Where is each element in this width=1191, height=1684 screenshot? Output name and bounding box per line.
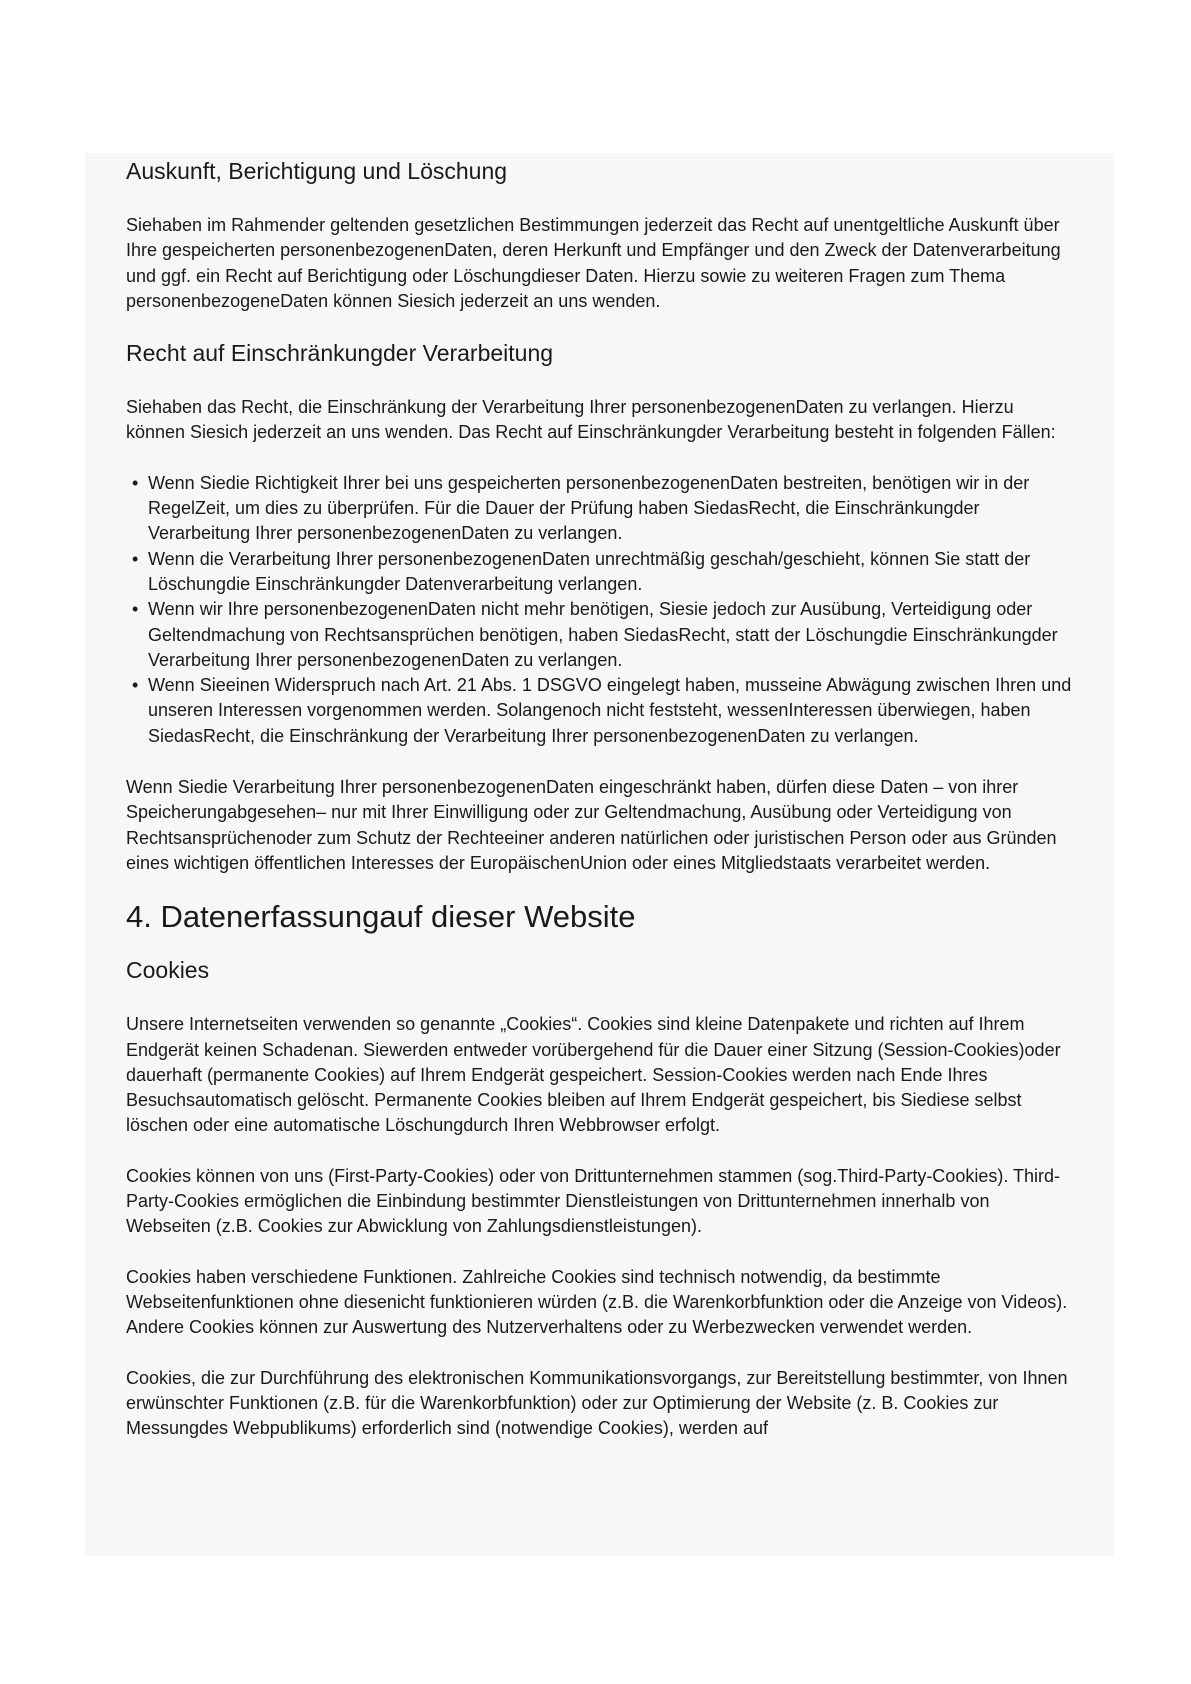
paragraph-cookies-2: Cookies können von uns (First-Party-Cookies) oder von Drittunternehmen stammen (sog.Third-Party-Cookies). Third-Party-Cookies ermöglichen die Einbindung bestimmter Dienstleistungen von Drittunternehmen innerhalb von Webseiten (z.B. Cookies zur Abwicklung von Zahlungsdienstleistungen). bbox=[126, 1165, 1061, 1237]
list-item: • Wenn wir Ihre personenbezogenenDaten nicht mehr benötigen, Siesie jedoch zur Ausübung, Verteidigung oder Geltendmachung von Rechtsansprüchen benötigen, haben SiedasRecht, statt der Löschungdie Einschränkungder Verarbeitung Ihrer personenbezogenenDaten zu verlangen. bbox=[126, 597, 1076, 673]
heading-rights: Auskunft, Berichtigung und Löschung bbox=[126, 158, 508, 184]
heading-cookies: Cookies bbox=[126, 957, 210, 984]
list-item: • Wenn Sieeinen Widerspruch nach Art. 21 Abs. 1 DSGVO eingelegt haben, musseine Abwägung zwischen Ihren und unseren Interessen vorgenommen werden. Solangenoch nicht feststeht, wessenInteressen überwiegen, haben SiedasRecht, die Einschränkung der Verarbeitung Ihrer personenbezogenenDaten zu verlangen. bbox=[126, 673, 1076, 749]
paragraph-cookies-4: Cookies, die zur Durchführung des elektronischen Kommunikationsvorgangs, zur Bereitstellung bestimmter, von Ihnen erwünschter Funktionen (z.B. für die Warenkorbfunktion) oder zur Optimierung der Website (z. B. Cookies zur Messungdes Webpublikums) erforderlich sind (notwendige Cookies), werden auf bbox=[126, 1367, 1068, 1439]
section-4-title: 4. Datenerfassungauf dieser Website bbox=[126, 899, 636, 935]
paragraph-cookies-3: Cookies haben verschiedene Funktionen. Zahlreiche Cookies sind technisch notwendig, da bestimmte Webseitenfunktionen ohne diesenicht funktionieren würden (z.B. die Warenkorbfunktion oder die Anzeige von Videos). Andere Cookies können zur Auswertung des Nutzerverhaltens oder zu Werbezwecken verwendet werden. bbox=[126, 1266, 1068, 1338]
paragraph-restriction-intro: Siehaben das Recht, die Einschränkung der Verarbeitung Ihrer personenbezogenenDaten zu verlangen. Hierzu können Siesich jederzeit an uns wenden. Das Recht auf Einschränkungder Verarbeitung besteht in folgenden Fällen: bbox=[126, 397, 1056, 443]
heading-restriction: Recht auf Einschränkungder Verarbeitung bbox=[126, 340, 554, 367]
document-content bbox=[126, 153, 1076, 1441]
paragraph-cookies-1: Unsere Internetseiten verwenden so genannte „Cookies“. Cookies sind kleine Datenpakete und richten auf Ihrem Endgerät keinen Schadenan. Siewerden entweder vorübergehend für die Dauer einer Sitzung (Session-Cookies)oder dauerhaft (permanente Cookies) auf Ihrem Endgerät gespeichert. Session-Cookies werden nach Ende Ihres Besuchsautomatisch gelöscht. Permanente Cookies bleiben auf Ihrem Endgerät gespeichert, bis Siediese selbst löschen oder eine automatische Löschungdurch Ihren Webbrowser erfolgt. bbox=[126, 1014, 1061, 1136]
document-page bbox=[85, 153, 1114, 1556]
restriction-bullet-list bbox=[126, 471, 1076, 749]
list-item: • Wenn die Verarbeitung Ihrer personenbezogenenDaten unrechtmäßig geschah/geschieht, können Sie statt der Löschungdie Einschränkungder Datenverarbeitung verlangen. bbox=[126, 547, 1076, 598]
paragraph-rights: Siehaben im Rahmender geltenden gesetzlichen Bestimmungen jederzeit das Recht auf unentgeltliche Auskunft über Ihre gespeicherten personenbezogenenDaten, deren Herkunft und Empfänger und den Zweck der Datenverarbeitung und ggf. ein Recht auf Berichtigung oder Löschungdieser Daten. Hierzu sowie zu weiteren Fragen zum Thema personenbezogeneDaten können Siesich jederzeit an uns wenden. bbox=[126, 215, 1061, 311]
list-item: • Wenn Siedie Richtigkeit Ihrer bei uns gespeicherten personenbezogenenDaten bestreiten, benötigen wir in der RegelZeit, um dies zu überprüfen. Für die Dauer der Prüfung haben SiedasRecht, die Einschränkungder Verarbeitung Ihrer personenbezogenenDaten zu verlangen. bbox=[126, 471, 1076, 547]
paragraph-restriction-closing: Wenn Siedie Verarbeitung Ihrer personenbezogenenDaten eingeschränkt haben, dürfen diese Daten – von ihrer Speicherungabgesehen– nur mit Ihrer Einwilligung oder zur Geltendmachung, Ausübung oder Verteidigung von Rechtsansprüchenoder zum Schutz der Rechteeiner anderen natürlichen oder juristischen Person oder aus Gründen eines wichtigen öffentlichen Interesses der EuropäischenUnion oder eines Mitgliedstaats verarbeitet werden. bbox=[126, 777, 1057, 873]
